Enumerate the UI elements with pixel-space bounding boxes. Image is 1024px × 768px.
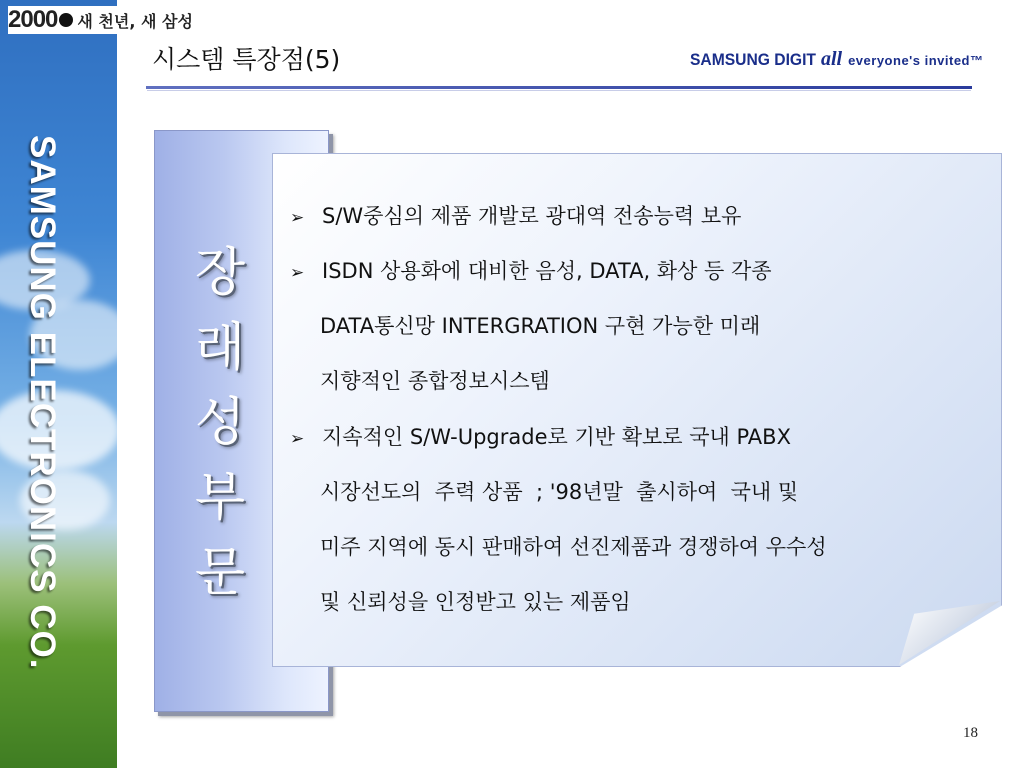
label-char: 성 xyxy=(194,393,246,453)
label-char: 래 xyxy=(194,318,246,378)
slogan-logo xyxy=(8,6,201,34)
bullet-item xyxy=(290,421,791,451)
slogan-dot-icon xyxy=(59,13,73,27)
bullet-continuation: DATA통신망 INTERGRATION 구현 가능한 미래 xyxy=(320,314,761,338)
samsung-digitall-logo xyxy=(690,48,984,78)
side-banner-image xyxy=(0,0,117,768)
label-char: 문 xyxy=(194,543,246,603)
brand-all-text: all xyxy=(820,48,843,70)
title-divider xyxy=(146,86,972,89)
label-char: 장 xyxy=(194,243,246,303)
bullet-item xyxy=(290,200,741,230)
label-char: 부 xyxy=(194,468,246,528)
bullet-text: ISDN 상용화에 대비한 음성, DATA, 화상 등 각종 xyxy=(322,259,772,283)
bullet-arrow-icon: ➢ xyxy=(290,429,305,449)
company-name-vertical: SAMSUNG ELECTRONICS CO. xyxy=(23,135,62,670)
bullet-item xyxy=(290,255,772,285)
page-title: 시스템 특장점(5) xyxy=(152,45,341,74)
slogan-text: 새 천년, 새 삼성 xyxy=(77,11,193,31)
bullet-arrow-icon: ➢ xyxy=(290,208,305,228)
bullet-continuation: 미주 지역에 동시 판매하여 선진제품과 경쟁하여 우수성 xyxy=(320,535,827,559)
bullet-arrow-icon: ➢ xyxy=(290,263,305,283)
bullet-text: S/W중심의 제품 개발로 광대역 전송능력 보유 xyxy=(322,204,742,228)
bullet-continuation: 시장선도의 주력 상품 ; '98년말 출시하여 국내 및 xyxy=(320,480,799,504)
brand-tagline: everyone's invited™ xyxy=(848,53,984,68)
slogan-year: 2000 xyxy=(8,6,58,33)
bullet-continuation: 및 신뢰성을 인정받고 있는 제품임 xyxy=(320,590,631,614)
page-number: 18 xyxy=(963,725,978,741)
brand-main-text: SAMSUNG DIGIT xyxy=(690,50,816,69)
bullet-continuation: 지향적인 종합정보시스템 xyxy=(320,369,550,393)
bullet-text: 지속적인 S/W-Upgrade로 기반 확보로 국내 PABX xyxy=(322,425,791,449)
